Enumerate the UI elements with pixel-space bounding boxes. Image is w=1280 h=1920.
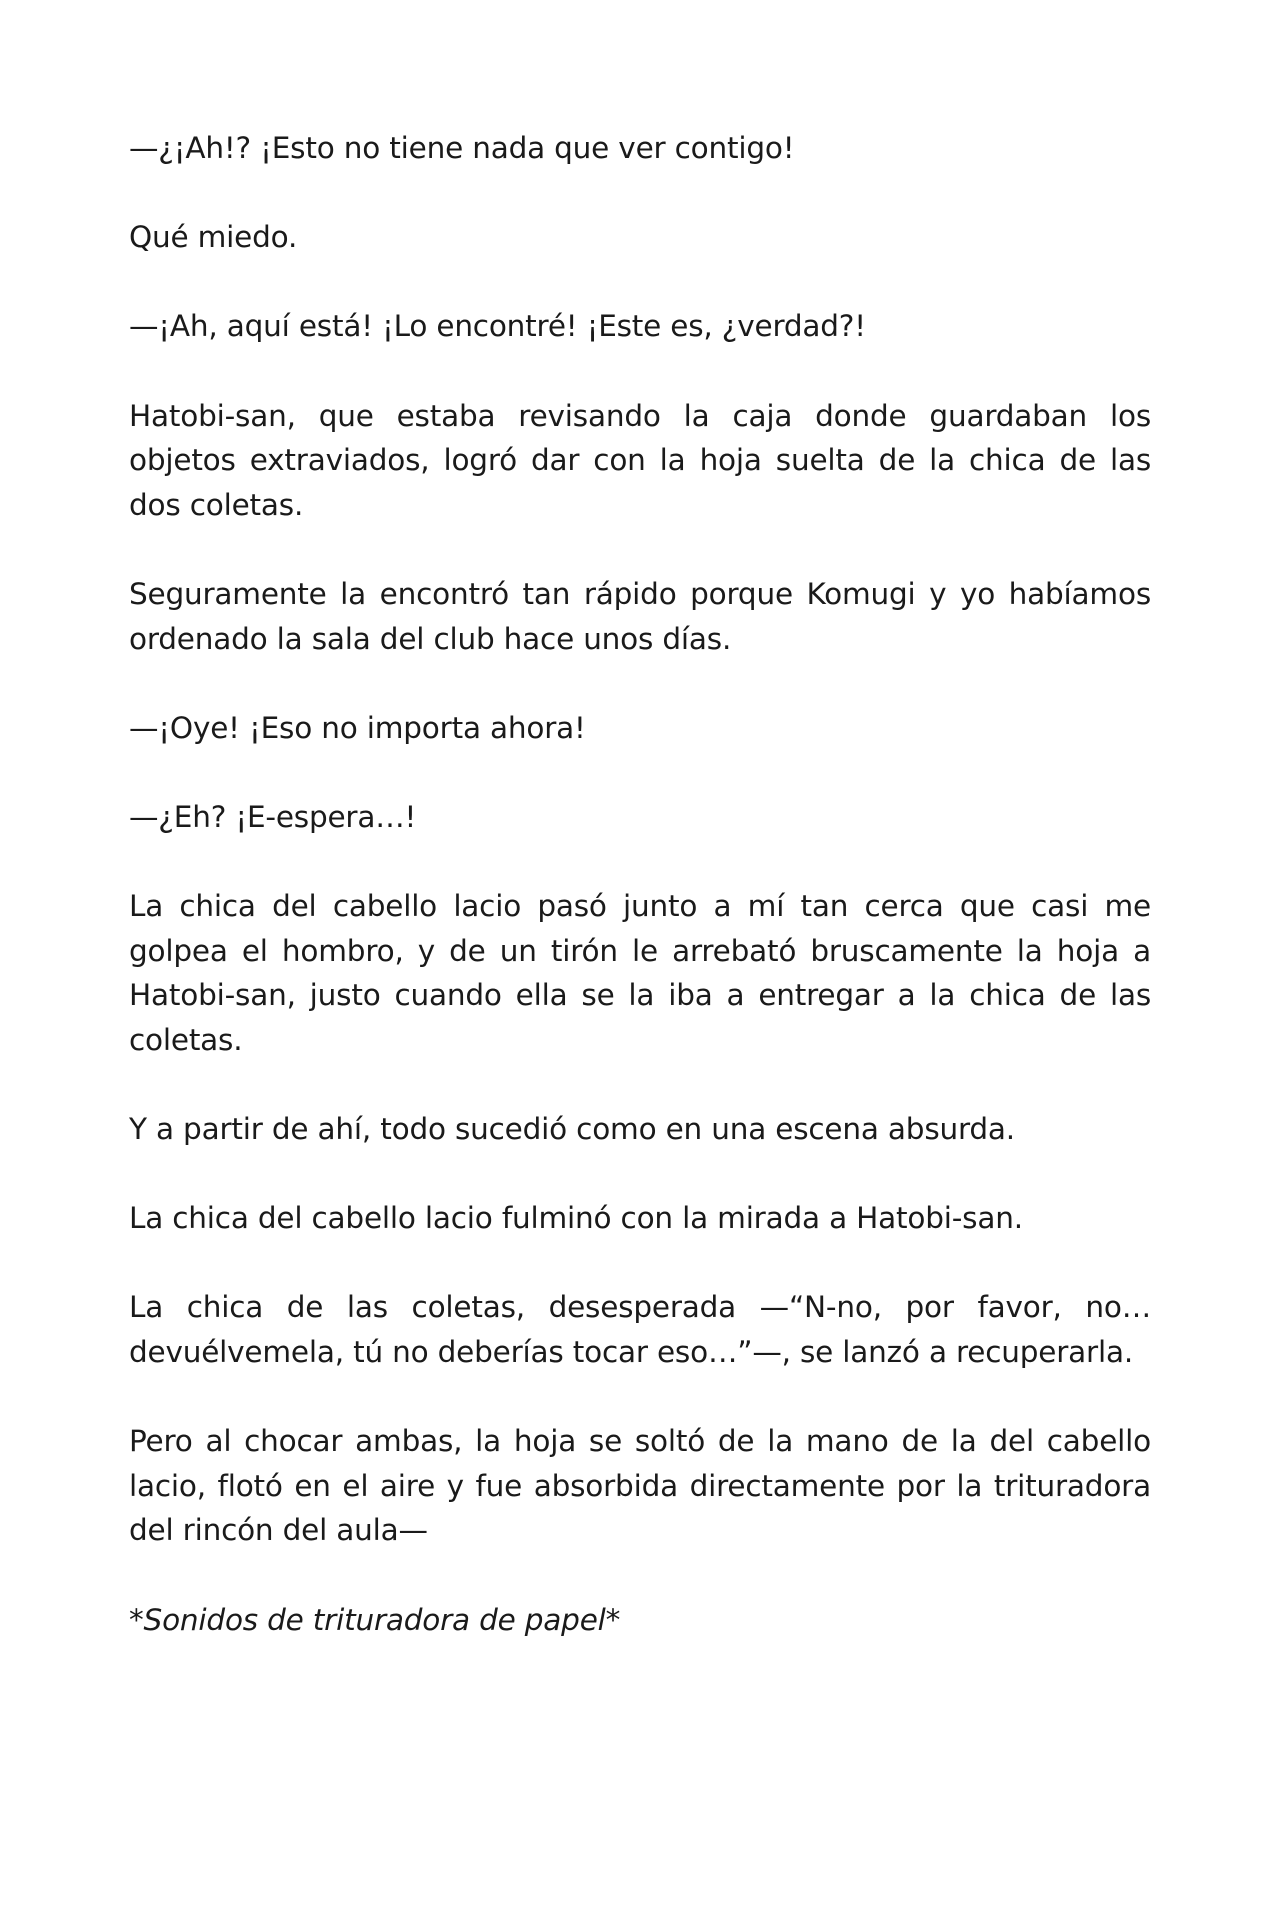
document-page [129,126,1151,1687]
paragraph-narration: Hatobi-san, que estaba revisando la caja donde guardaban los objetos extraviados, logró dar con la hoja suelta de la chica de las dos coletas. [129,398,1151,522]
paragraph-narration: La chica de las coletas, desesperada —“N-no, por favor, no… devuélvemela, tú no deberías tocar eso…”—, se lanzó a recuperarla. [129,1290,1151,1370]
paragraph-narration: Seguramente la encontró tan rápido porque Komugi y yo habíamos ordenado la sala del club hace unos días. [129,576,1151,656]
paragraph-dialogue: —¡Oye! ¡Eso no importa ahora! [129,710,586,745]
paragraph-dialogue: —¿¡Ah!? ¡Esto no tiene nada que ver contigo! [129,131,795,165]
paragraph-narration: Qué miedo. [129,220,298,255]
paragraph-dialogue: —¡Ah, aquí está! ¡Lo encontré! ¡Este es, ¿verdad?! [129,309,866,344]
paragraph-sound-effect: *Sonidos de trituradora de papel* [129,1602,621,1637]
paragraph-narration: La chica del cabello lacio fulminó con la mirada a Hatobi-san. [129,1201,1023,1236]
paragraph-narration: Y a partir de ahí, todo sucedió como en una escena absurda. [129,1112,1015,1147]
paragraph-narration: La chica del cabello lacio pasó junto a mí tan cerca que casi me golpea el hombro, y de un tirón le arrebató bruscamente la hoja a Hatobi-san, justo cuando ella se la iba a entregar a la chica de las coletas. [129,889,1151,1057]
paragraph-narration: Pero al chocar ambas, la hoja se soltó de la mano de la del cabello lacio, flotó en el aire y fue absorbida directamente por la trituradora del rincón del aula— [129,1424,1151,1548]
paragraph-dialogue: —¿Eh? ¡E-espera…! [129,799,417,834]
